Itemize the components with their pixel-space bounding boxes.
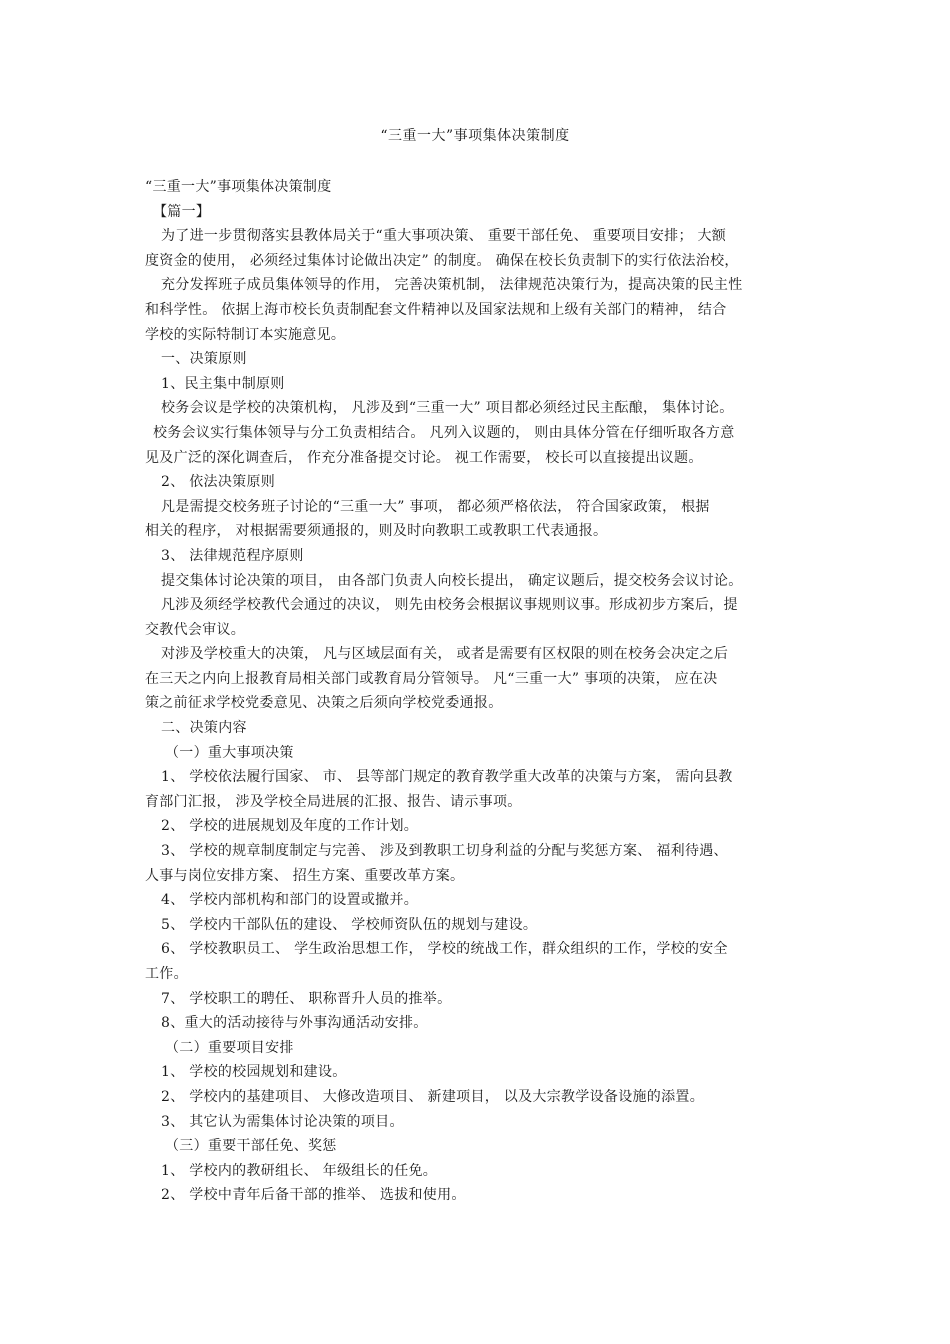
document-body — [145, 175, 813, 1208]
list-item: 2、 学校内的基建项目、 大修改造项目、 新建项目， 以及大宗教学设备设施的添置。 — [161, 1088, 705, 1105]
list-item: 1、 学校内的教研组长、 年级组长的任免。 — [161, 1162, 438, 1179]
section-label-part-one: 【篇一】 — [153, 203, 211, 220]
paragraph-line: 凡涉及须经学校教代会通过的决议， 则先由校务会根据议事规则议事。形成初步方案后，提 — [161, 597, 738, 614]
subsection-heading: （二）重要项目安排 — [165, 1039, 294, 1056]
list-item-continuation: 人事与岗位安排方案、 招生方案、重要改革方案。 — [145, 867, 465, 884]
list-item: 1、 学校依法履行国家、 市、 县等部门规定的教育教学重大改革的决策与方案， 需向县教 — [161, 769, 733, 786]
subsection-heading: 3、 法律规范程序原则 — [161, 547, 304, 564]
paragraph-line: 学校的实际特制订本实施意见。 — [145, 326, 346, 343]
paragraph-line: 为了进一步贯彻落实县教体局关于“重大事项决策、 重要干部任免、 重要项目安排； 大额 — [161, 228, 727, 245]
paragraph-line: 在三天之内向上报教育局相关部门或教育局分管领导。 凡“三重一大” 事项的决策， 应在决 — [145, 670, 718, 687]
paragraph-line: 校务会议实行集体领导与分工负责相结合。 凡列入议题的， 则由具体分管在仔细听取各方意 — [153, 424, 735, 441]
section-heading: 一、决策原则 — [161, 351, 247, 368]
list-item: 2、 学校的进展规划及年度的工作计划。 — [161, 818, 419, 835]
paragraph-line: 交教代会审议。 — [145, 621, 246, 638]
list-item: 3、 学校的规章制度制定与完善、 涉及到教职工切身利益的分配与奖惩方案、 福利待遇、 — [161, 843, 728, 860]
paragraph-line: 相关的程序， 对根据需要须通报的，则及时向教职工或教职工代表通报。 — [145, 523, 608, 540]
paragraph-line: 充分发挥班子成员集体领导的作用， 完善决策机制， 法律规范决策行为，提高决策的民主性 — [161, 277, 743, 294]
subsection-heading: （一）重大事项决策 — [165, 744, 294, 761]
list-item-continuation: 工作。 — [145, 966, 188, 982]
section-heading: 二、决策内容 — [161, 720, 247, 737]
list-item: 3、 其它认为需集体讨论决策的项目。 — [161, 1113, 404, 1130]
list-item: 4、 学校内部机构和部门的设置或撤并。 — [161, 892, 419, 909]
document-title: “三重一大”事项集体决策制度 — [380, 128, 570, 144]
paragraph-line: 提交集体讨论决策的项目， 由各部门负责人向校长提出， 确定议题后，提交校务会议讨论。 — [161, 572, 743, 589]
paragraph-line: 度资金的使用， 必须经过集体讨论做出决定” 的制度。 确保在校长负责制下的实行依法治校， — [145, 252, 739, 269]
list-item: 7、 学校职工的聘任、 职称晋升人员的推举。 — [161, 990, 452, 1007]
list-item: 1、 学校的校园规划和建设。 — [161, 1064, 347, 1081]
paragraph-line: 凡是需提交校务班子讨论的“三重一大” 事项， 都必须严格依法， 符合国家政策， 根据 — [161, 498, 710, 515]
paragraph-line: 策之前征求学校党委意见、决策之后须向学校党委通报。 — [145, 695, 503, 712]
subsection-heading: 2、 依法决策原则 — [161, 474, 276, 491]
list-item-continuation: 育部门汇报， 涉及学校全局进展的汇报、报告、请示事项。 — [145, 793, 522, 810]
list-item: 8、重大的活动接待与外事沟通活动安排。 — [161, 1015, 428, 1032]
paragraph-line: 见及广泛的深化调查后， 作充分准备提交讨论。 视工作需要， 校长可以直接提出议题。 — [145, 449, 703, 466]
list-item: 5、 学校内干部队伍的建设、 学校师资队伍的规划与建设。 — [161, 916, 538, 933]
body-heading: “三重一大”事项集体决策制度 — [145, 179, 332, 195]
paragraph-line: 和科学性。 依据上海市校长负责制配套文件精神以及国家法规和上级有关部门的精神， 结合 — [145, 301, 727, 318]
subsection-heading: 1、民主集中制原则 — [161, 375, 285, 392]
subsection-heading: （三）重要干部任免、奖惩 — [165, 1138, 337, 1155]
paragraph-line: 校务会议是学校的决策机构， 凡涉及到“三重一大” 项目都必须经过民主酝酿， 集体讨论。 — [161, 400, 734, 417]
list-item: 2、 学校中青年后备干部的推举、 选拔和使用。 — [161, 1187, 466, 1204]
list-item: 6、 学校教职员工、 学生政治思想工作， 学校的统战工作，群众组织的工作，学校的安全 — [161, 941, 728, 958]
paragraph-line: 对涉及学校重大的决策， 凡与区域层面有关， 或者是需要有区权限的则在校务会决定之后 — [161, 646, 729, 663]
